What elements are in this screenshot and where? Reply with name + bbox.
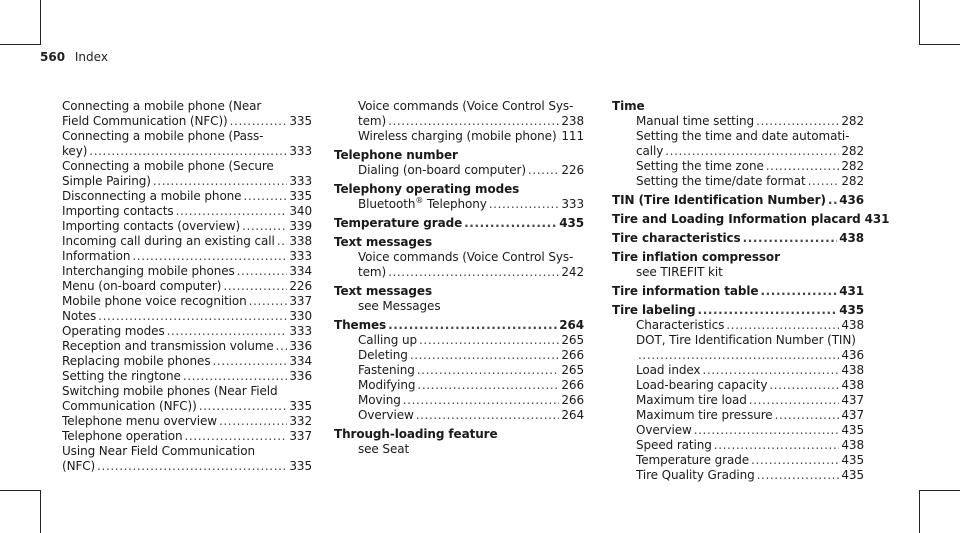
entry-page-number: 339 bbox=[289, 219, 312, 233]
entry-text: Menu (on-board computer) bbox=[62, 279, 222, 293]
entry-text: Field Communication (NFC)) bbox=[62, 114, 228, 128]
index-entry bbox=[62, 189, 312, 204]
dot-leader bbox=[726, 318, 839, 333]
index-entry bbox=[334, 393, 584, 408]
entry-page-number: 435 bbox=[841, 468, 864, 482]
entry-page-number: 336 bbox=[289, 339, 312, 353]
index-entry bbox=[612, 348, 864, 363]
index-entry bbox=[612, 174, 864, 189]
index-entry-text: Connecting a mobile phone (Near bbox=[62, 99, 262, 113]
entry-text: Tire and Loading Information placard bbox=[612, 212, 861, 226]
entry-text: Temperature grade bbox=[334, 216, 463, 230]
entry-text: Overview bbox=[358, 408, 414, 422]
entry-page-number: 437 bbox=[841, 408, 864, 422]
entry-text: Moving bbox=[358, 393, 401, 407]
crop-mark bbox=[40, 490, 41, 533]
index-entry bbox=[334, 408, 584, 423]
dot-leader bbox=[219, 414, 287, 429]
entry-page-number: 431 bbox=[839, 284, 864, 298]
dot-leader bbox=[132, 249, 287, 264]
entry-text: Operating modes bbox=[62, 324, 165, 338]
dot-leader bbox=[153, 174, 288, 189]
dot-leader bbox=[419, 333, 559, 348]
index-entry bbox=[62, 144, 312, 159]
index-entry-text: see TIREFIT kit bbox=[636, 265, 723, 279]
index-entry bbox=[62, 204, 312, 219]
index-entry bbox=[62, 399, 312, 414]
entry-text: Dialing (on-board computer) bbox=[358, 163, 526, 177]
entry-text: Characteristics bbox=[636, 318, 725, 332]
index-entry bbox=[612, 468, 864, 483]
entry-text: Mobile phone voice recognition bbox=[62, 294, 247, 308]
entry-text: Manual time setting bbox=[636, 114, 755, 128]
index-heading: Through-loading feature bbox=[334, 427, 498, 441]
index-entry bbox=[334, 348, 584, 363]
entry-page-number: 238 bbox=[561, 114, 584, 128]
index-entry bbox=[62, 219, 312, 234]
dot-leader bbox=[403, 393, 560, 408]
dot-leader bbox=[417, 378, 559, 393]
entry-text: Setting the time zone bbox=[636, 159, 764, 173]
index-entry bbox=[612, 453, 864, 468]
entry-page-number: 338 bbox=[289, 234, 312, 248]
crop-mark bbox=[920, 44, 960, 45]
index-entry bbox=[612, 284, 864, 299]
index-entry bbox=[334, 216, 584, 231]
dot-leader bbox=[176, 204, 288, 219]
entry-page-number: 435 bbox=[841, 453, 864, 467]
index-entry-text: Setting the time and date automati- bbox=[636, 129, 850, 143]
dot-leader bbox=[230, 114, 288, 129]
entry-text: Importing contacts (overview) bbox=[62, 219, 241, 233]
entry-page-number: 333 bbox=[289, 249, 312, 263]
dot-leader bbox=[388, 114, 559, 129]
index-entry bbox=[612, 408, 864, 423]
dot-leader bbox=[223, 279, 287, 294]
dot-leader bbox=[212, 354, 287, 369]
dot-leader bbox=[417, 363, 560, 378]
entry-text-part: Bluetooth bbox=[358, 197, 416, 211]
entry-page-number: 438 bbox=[841, 363, 864, 377]
entry-page-number: 436 bbox=[841, 348, 864, 362]
index-entry bbox=[612, 212, 890, 227]
dot-leader bbox=[828, 193, 837, 208]
index-entry bbox=[62, 174, 312, 189]
dot-leader bbox=[760, 284, 837, 299]
index-entry-text: Using Near Field Communication bbox=[62, 444, 255, 458]
registered-mark: ® bbox=[415, 196, 424, 205]
index-entry bbox=[612, 231, 864, 246]
index-column-3 bbox=[612, 99, 890, 483]
crop-mark bbox=[40, 0, 41, 45]
dot-leader bbox=[243, 189, 287, 204]
dot-leader bbox=[464, 216, 557, 231]
entry-page-number: 340 bbox=[289, 204, 312, 218]
entry-text: Setting the ringtone bbox=[62, 369, 181, 383]
entry-text: Incoming call during an existing call bbox=[62, 234, 275, 248]
entry-page-number: 333 bbox=[561, 197, 584, 211]
index-entry-text: Connecting a mobile phone (Secure bbox=[62, 159, 274, 173]
dot-leader bbox=[249, 294, 288, 309]
entry-text: tem) bbox=[358, 265, 387, 279]
index-entry bbox=[612, 144, 864, 159]
entry-page-number: 335 bbox=[289, 189, 312, 203]
dot-leader bbox=[808, 174, 840, 189]
dot-leader bbox=[757, 468, 840, 483]
entry-page-number: 335 bbox=[289, 459, 312, 473]
entry-text: tem) bbox=[358, 114, 387, 128]
dot-leader bbox=[388, 265, 559, 280]
dot-leader bbox=[756, 114, 839, 129]
entry-page-number: 334 bbox=[289, 264, 312, 278]
index-entry-text: Voice commands (Voice Control Sys- bbox=[358, 250, 574, 264]
index-entry bbox=[62, 369, 312, 384]
entry-text: Setting the time/date format bbox=[636, 174, 806, 188]
entry-text: Importing contacts bbox=[62, 204, 174, 218]
dot-leader bbox=[489, 197, 560, 212]
entry-page-number: 333 bbox=[289, 174, 312, 188]
index-entry bbox=[334, 197, 584, 212]
index-heading: Time bbox=[612, 99, 645, 113]
entry-page-number: 336 bbox=[289, 369, 312, 383]
dot-leader bbox=[714, 438, 840, 453]
entry-page-number: 226 bbox=[561, 163, 584, 177]
index-entry-text: Voice commands (Voice Control Sys- bbox=[358, 99, 574, 113]
index-entry-text: see Messages bbox=[358, 299, 441, 313]
entry-text-part: Telephony bbox=[423, 197, 487, 211]
dot-leader bbox=[199, 399, 288, 414]
index-entry bbox=[612, 393, 864, 408]
index-entry bbox=[334, 333, 584, 348]
entry-page-number: 337 bbox=[289, 429, 312, 443]
dot-leader bbox=[775, 408, 840, 423]
index-heading: Text messages bbox=[334, 235, 432, 249]
entry-page-number: 437 bbox=[841, 393, 864, 407]
dot-leader bbox=[694, 423, 840, 438]
dot-leader bbox=[242, 219, 287, 234]
entry-page-number: 335 bbox=[289, 114, 312, 128]
entry-text: Tire labeling bbox=[612, 303, 696, 317]
entry-page-number: 282 bbox=[841, 174, 864, 188]
index-entry bbox=[62, 294, 312, 309]
index-entry-text: Switching mobile phones (Near Field bbox=[62, 384, 278, 398]
entry-text: Calling up bbox=[358, 333, 417, 347]
index-entry bbox=[62, 279, 312, 294]
entry-text: Load-bearing capacity bbox=[636, 378, 768, 392]
index-entry bbox=[62, 324, 312, 339]
entry-text: Information bbox=[62, 249, 131, 263]
entry-text: Replacing mobile phones bbox=[62, 354, 211, 368]
entry-text: Load index bbox=[636, 363, 701, 377]
crop-mark bbox=[919, 490, 920, 533]
index-entry bbox=[612, 363, 864, 378]
entry-text: Disconnecting a mobile phone bbox=[62, 189, 242, 203]
entry-page-number: 111 bbox=[561, 129, 584, 143]
entry-page-number: 330 bbox=[289, 309, 312, 323]
index-entry bbox=[334, 163, 584, 178]
dot-leader bbox=[410, 348, 560, 363]
index-entry bbox=[334, 129, 584, 144]
dot-leader bbox=[167, 324, 288, 339]
entry-page-number: 266 bbox=[561, 378, 584, 392]
index-column-1 bbox=[62, 99, 312, 474]
index-entry bbox=[62, 264, 312, 279]
entry-page-number: 333 bbox=[289, 324, 312, 338]
index-heading: Telephone number bbox=[334, 148, 458, 162]
entry-page-number: 282 bbox=[841, 144, 864, 158]
crop-mark bbox=[920, 490, 960, 491]
entry-page-number: 337 bbox=[289, 294, 312, 308]
index-entry bbox=[612, 378, 864, 393]
dot-leader bbox=[183, 369, 288, 384]
entry-text: Maximum tire load bbox=[636, 393, 747, 407]
index-entry bbox=[612, 438, 864, 453]
entry-page-number: 438 bbox=[841, 318, 864, 332]
dot-leader bbox=[559, 129, 560, 144]
index-column-2 bbox=[334, 99, 584, 457]
dot-leader bbox=[702, 363, 839, 378]
entry-text: Interchanging mobile phones bbox=[62, 264, 235, 278]
index-entry bbox=[612, 114, 864, 129]
entry-page-number: 264 bbox=[559, 318, 584, 332]
index-entry bbox=[62, 114, 312, 129]
crop-mark bbox=[0, 490, 40, 491]
entry-page-number: 266 bbox=[561, 348, 584, 362]
entry-page-number: 431 bbox=[864, 212, 890, 226]
index-entry bbox=[334, 378, 584, 393]
entry-text: Notes bbox=[62, 309, 97, 323]
entry-text: Maximum tire pressure bbox=[636, 408, 773, 422]
entry-text: Speed rating bbox=[636, 438, 712, 452]
dot-leader bbox=[184, 429, 287, 444]
entry-page-number: 335 bbox=[289, 399, 312, 413]
entry-text: key) bbox=[62, 144, 88, 158]
index-entry bbox=[62, 429, 312, 444]
index-entry bbox=[612, 159, 864, 174]
entry-page-number: 282 bbox=[841, 159, 864, 173]
entry-text: Reception and transmission volume bbox=[62, 339, 274, 353]
index-heading: Telephony operating modes bbox=[334, 182, 520, 196]
dot-leader bbox=[416, 408, 560, 423]
index-entry bbox=[62, 414, 312, 429]
page-title: Index bbox=[74, 50, 108, 64]
index-entry-text: DOT, Tire Identification Number (TIN) bbox=[636, 333, 856, 347]
entry-text: TIN (Tire Identification Number) bbox=[612, 193, 826, 207]
entry-text: Communication (NFC)) bbox=[62, 399, 197, 413]
entry-text: Tire characteristics bbox=[612, 231, 741, 245]
dot-leader bbox=[528, 163, 559, 178]
page-number: 560 bbox=[40, 50, 66, 64]
entry-page-number: 265 bbox=[561, 363, 584, 377]
index-entry bbox=[62, 309, 312, 324]
entry-text: Deleting bbox=[358, 348, 408, 362]
index-entry bbox=[334, 318, 584, 333]
index-entry bbox=[612, 193, 864, 208]
entry-page-number: 334 bbox=[289, 354, 312, 368]
dot-leader bbox=[638, 348, 839, 363]
entry-text: Tire Quality Grading bbox=[636, 468, 755, 482]
entry-page-number: 435 bbox=[559, 216, 584, 230]
entry-text: Overview bbox=[636, 423, 692, 437]
entry-page-number: 242 bbox=[561, 265, 584, 279]
entry-text: Simple Pairing) bbox=[62, 174, 151, 188]
index-entry bbox=[612, 423, 864, 438]
index-entry-text: Connecting a mobile phone (Pass- bbox=[62, 129, 264, 143]
dot-leader bbox=[97, 459, 287, 474]
index-entry bbox=[62, 339, 312, 354]
dot-leader bbox=[665, 144, 839, 159]
index-entry bbox=[62, 249, 312, 264]
dot-leader bbox=[751, 453, 839, 468]
dot-leader bbox=[276, 339, 288, 354]
index-entry bbox=[62, 234, 312, 249]
index-entry-text: see Seat bbox=[358, 442, 410, 456]
index-heading: Text messages bbox=[334, 284, 432, 298]
entry-text: Temperature grade bbox=[636, 453, 750, 467]
index-entry bbox=[612, 303, 864, 318]
crop-mark bbox=[0, 44, 40, 45]
entry-page-number: 332 bbox=[289, 414, 312, 428]
entry-page-number: 435 bbox=[841, 423, 864, 437]
entry-page-number: 438 bbox=[839, 231, 864, 245]
index-entry bbox=[334, 363, 584, 378]
entry-page-number: 438 bbox=[841, 438, 864, 452]
crop-mark bbox=[919, 0, 920, 45]
dot-leader bbox=[766, 159, 840, 174]
entry-page-number: 226 bbox=[289, 279, 312, 293]
entry-text: Modifying bbox=[358, 378, 416, 392]
dot-leader bbox=[237, 264, 288, 279]
entry-text: Telephone operation bbox=[62, 429, 183, 443]
dot-leader bbox=[98, 309, 287, 324]
dot-leader bbox=[388, 318, 557, 333]
entry-text: Wireless charging (mobile phone) bbox=[358, 129, 557, 143]
entry-text: Telephone menu overview bbox=[62, 414, 217, 428]
entry-page-number: 436 bbox=[839, 193, 864, 207]
entry-text: Tire information table bbox=[612, 284, 759, 298]
index-entry bbox=[334, 114, 584, 129]
entry-page-number: 282 bbox=[841, 114, 864, 128]
index-entry bbox=[62, 459, 312, 474]
index-heading: Tire inflation compressor bbox=[612, 250, 780, 264]
page-header bbox=[40, 50, 108, 64]
index-entry bbox=[612, 318, 864, 333]
entry-text: cally bbox=[636, 144, 664, 158]
index-entry bbox=[334, 265, 584, 280]
entry-page-number: 266 bbox=[561, 393, 584, 407]
entry-text: Fastening bbox=[358, 363, 415, 377]
entry-page-number: 435 bbox=[839, 303, 864, 317]
entry-page-number: 438 bbox=[841, 378, 864, 392]
entry-text bbox=[358, 197, 487, 212]
dot-leader bbox=[769, 378, 839, 393]
entry-page-number: 264 bbox=[561, 408, 584, 422]
index-entry bbox=[62, 354, 312, 369]
dot-leader bbox=[89, 144, 287, 159]
dot-leader bbox=[698, 303, 838, 318]
entry-text: (NFC) bbox=[62, 459, 96, 473]
dot-leader bbox=[749, 393, 840, 408]
dot-leader bbox=[277, 234, 288, 249]
entry-page-number: 333 bbox=[289, 144, 312, 158]
dot-leader bbox=[743, 231, 838, 246]
entry-text: Themes bbox=[334, 318, 387, 332]
entry-page-number: 265 bbox=[561, 333, 584, 347]
